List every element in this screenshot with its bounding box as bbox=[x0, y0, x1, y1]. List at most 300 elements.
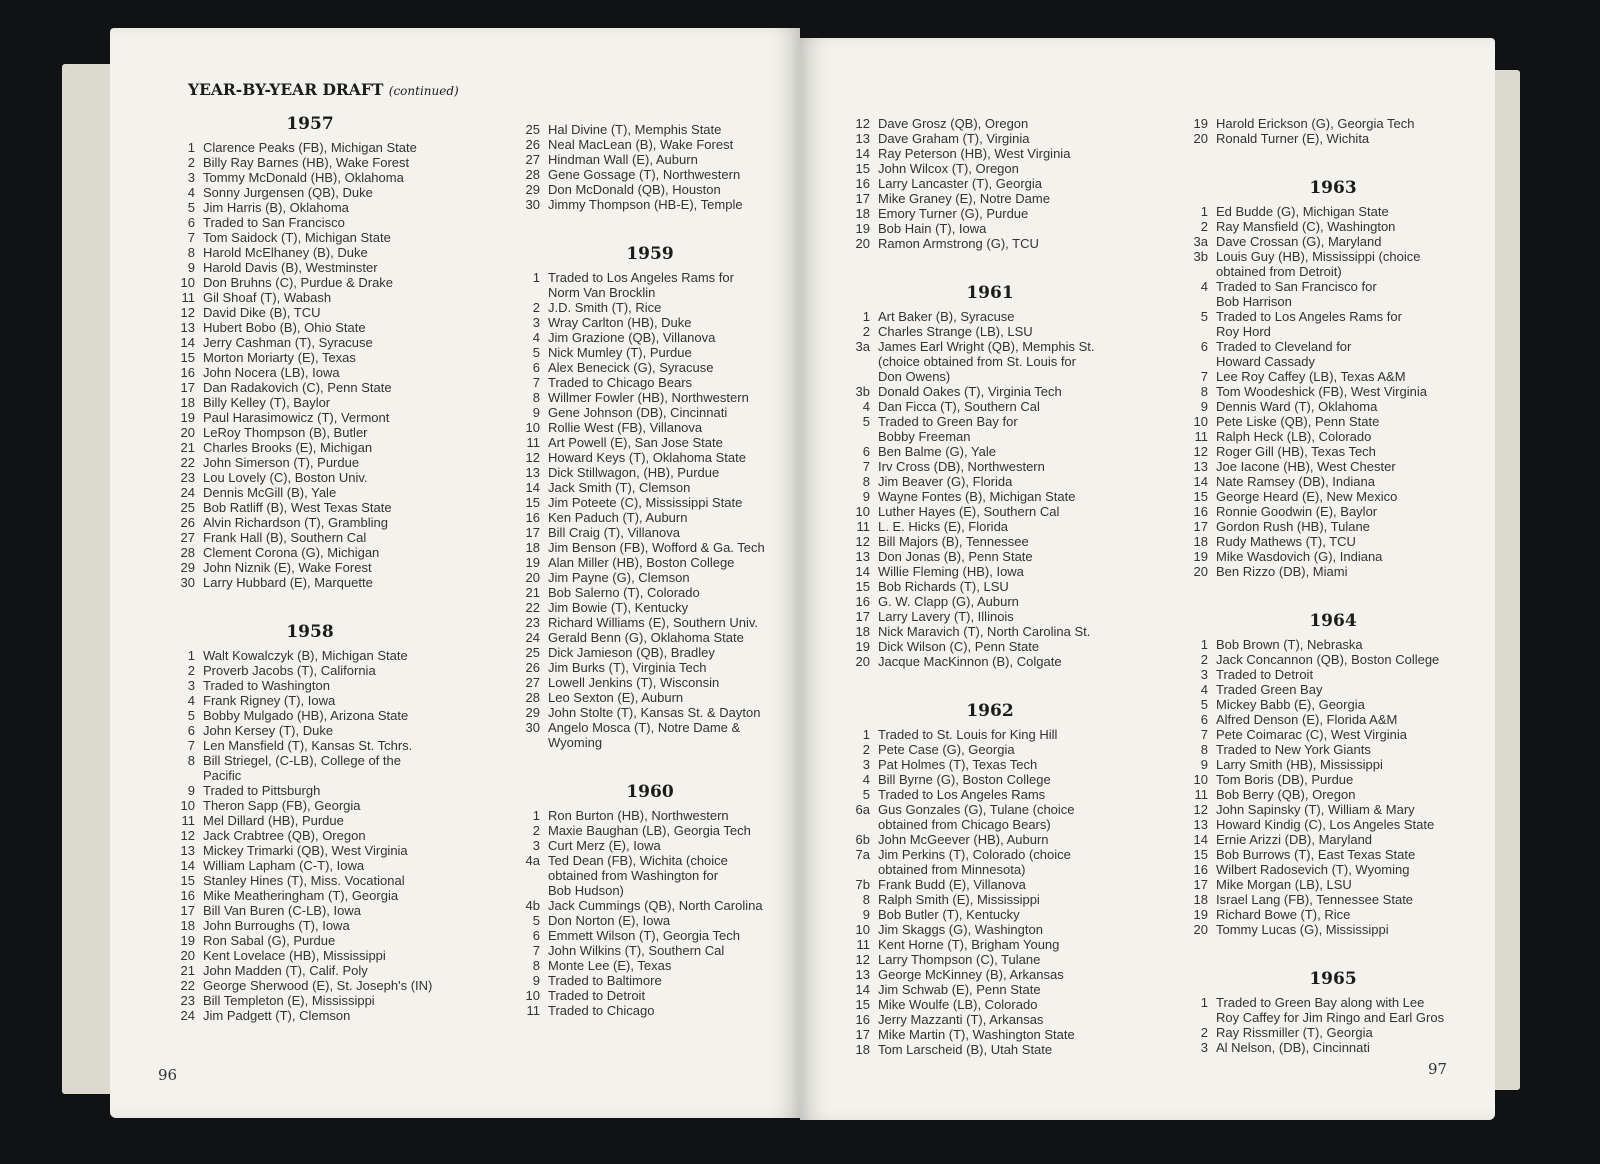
draft-pick-row bbox=[1178, 234, 1488, 249]
draft-pick-row bbox=[840, 742, 1140, 757]
pick-number: 1 bbox=[1200, 204, 1208, 219]
pick-player: L. E. Hicks (E), Florida bbox=[878, 519, 1009, 534]
pick-player: Louis Guy (HB), Mississippi (choice obtained from Detroit) bbox=[1216, 249, 1421, 279]
pick-player: Willmer Fowler (HB), Northwestern bbox=[548, 390, 749, 405]
draft-year-section bbox=[1178, 116, 1488, 146]
draft-pick-row bbox=[165, 693, 455, 708]
pick-number: 14 bbox=[855, 146, 870, 161]
draft-pick-row bbox=[510, 330, 790, 345]
pick-number: 10 bbox=[855, 922, 870, 937]
pick-player: Mike Martin (T), Washington State bbox=[878, 1027, 1075, 1042]
draft-pick-row bbox=[165, 888, 455, 903]
draft-pick-row bbox=[510, 958, 790, 973]
pick-number: 12 bbox=[855, 534, 870, 549]
draft-pick-row bbox=[1178, 682, 1488, 697]
pick-player: Clement Corona (G), Michigan bbox=[203, 545, 380, 560]
pick-player: Ronald Turner (E), Wichita bbox=[1216, 131, 1370, 146]
pick-number: 9 bbox=[532, 405, 540, 420]
pick-player: Larry Thompson (C), Tulane bbox=[878, 952, 1041, 967]
pick-number: 10 bbox=[1193, 772, 1208, 787]
pick-number: 9 bbox=[187, 260, 195, 275]
draft-pick-row bbox=[840, 654, 1140, 669]
pick-number: 5 bbox=[1200, 697, 1208, 712]
pick-number: 13 bbox=[855, 967, 870, 982]
pick-player: Bob Berry (QB), Oregon bbox=[1216, 787, 1356, 802]
pick-player: Gene Johnson (DB), Cincinnati bbox=[548, 405, 728, 420]
left-page bbox=[110, 28, 800, 1118]
draft-pick-row bbox=[840, 221, 1140, 236]
draft-pick-row bbox=[840, 324, 1140, 339]
pick-player: Charles Strange (LB), LSU bbox=[878, 324, 1033, 339]
pick-number: 19 bbox=[1193, 907, 1208, 922]
pick-player: Traded to Los Angeles Rams for Norm Van Brocklin bbox=[548, 270, 734, 300]
draft-pick-row bbox=[165, 1008, 455, 1023]
pick-number: 9 bbox=[532, 973, 540, 988]
draft-pick-row bbox=[840, 161, 1140, 176]
draft-pick-row bbox=[510, 1003, 790, 1018]
pick-player: Jim Poteete (C), Mississippi State bbox=[548, 495, 743, 510]
pick-player: Ralph Heck (LB), Colorado bbox=[1216, 429, 1372, 444]
pick-player: George Sherwood (E), St. Joseph's (IN) bbox=[203, 978, 433, 993]
pick-number: 19 bbox=[855, 639, 870, 654]
pick-player: Traded to Chicago Bears bbox=[548, 375, 693, 390]
draft-pick-row bbox=[1178, 116, 1488, 131]
draft-pick-row bbox=[165, 783, 455, 798]
pick-number: 12 bbox=[525, 450, 540, 465]
pick-player: John Sapinsky (T), William & Mary bbox=[1216, 802, 1415, 817]
pick-player: Donald Oakes (T), Virginia Tech bbox=[878, 384, 1062, 399]
right-page bbox=[800, 38, 1495, 1120]
pick-number: 16 bbox=[855, 594, 870, 609]
draft-pick-row bbox=[840, 832, 1140, 847]
pick-number: 19 bbox=[180, 933, 195, 948]
pick-player: Billy Ray Barnes (HB), Wake Forest bbox=[203, 155, 410, 170]
pick-number: 10 bbox=[525, 988, 540, 1003]
draft-pick-row bbox=[510, 197, 790, 212]
draft-pick-row bbox=[840, 549, 1140, 564]
draft-pick-row bbox=[165, 185, 455, 200]
pick-number: 3 bbox=[187, 170, 195, 185]
draft-pick-row bbox=[1178, 309, 1488, 339]
pick-number: 20 bbox=[525, 570, 540, 585]
draft-pick-row bbox=[840, 847, 1140, 877]
pick-player: Ray Mansfield (C), Washington bbox=[1216, 219, 1396, 234]
header-subtitle: (continued) bbox=[388, 84, 459, 98]
pick-number: 4 bbox=[187, 693, 195, 708]
draft-pick-row bbox=[165, 903, 455, 918]
pick-player: Ray Peterson (HB), West Virginia bbox=[878, 146, 1071, 161]
pick-number: 12 bbox=[855, 952, 870, 967]
pick-number: 12 bbox=[1193, 802, 1208, 817]
draft-pick-row bbox=[510, 152, 790, 167]
pick-number: 6 bbox=[862, 444, 870, 459]
pick-player: Frank Hall (B), Southern Cal bbox=[203, 530, 367, 545]
pick-number: 15 bbox=[180, 873, 195, 888]
draft-pick-row bbox=[1178, 667, 1488, 682]
pick-number: 3 bbox=[187, 678, 195, 693]
pick-player: Willie Fleming (HB), Iowa bbox=[878, 564, 1024, 579]
draft-pick-row bbox=[1178, 504, 1488, 519]
pick-player: Don McDonald (QB), Houston bbox=[548, 182, 721, 197]
draft-pick-row bbox=[840, 146, 1140, 161]
pick-number: 17 bbox=[1193, 519, 1208, 534]
pick-player: Paul Harasimowicz (T), Vermont bbox=[203, 410, 390, 425]
pick-number: 23 bbox=[180, 470, 195, 485]
pick-player: Bill Templeton (E), Mississippi bbox=[203, 993, 375, 1008]
pick-number: 14 bbox=[855, 564, 870, 579]
pick-player: Traded to San Francisco bbox=[203, 215, 345, 230]
draft-pick-row bbox=[1178, 279, 1488, 309]
pick-number: 30 bbox=[180, 575, 195, 590]
draft-pick-row bbox=[1178, 384, 1488, 399]
pick-number: 15 bbox=[525, 495, 540, 510]
pick-number: 24 bbox=[180, 485, 195, 500]
draft-pick-row bbox=[510, 480, 790, 495]
pick-number: 18 bbox=[855, 624, 870, 639]
page-header bbox=[188, 80, 459, 99]
pick-player: Traded to Los Angeles Rams bbox=[878, 787, 1046, 802]
draft-pick-row bbox=[165, 753, 455, 783]
pick-number: 18 bbox=[180, 918, 195, 933]
draft-pick-row bbox=[1178, 204, 1488, 219]
pick-player: Hal Divine (T), Memphis State bbox=[548, 122, 722, 137]
draft-pick-row bbox=[1178, 474, 1488, 489]
pick-player: Lou Lovely (C), Boston Univ. bbox=[203, 470, 368, 485]
draft-pick-row bbox=[1178, 414, 1488, 429]
pick-number: 8 bbox=[1200, 742, 1208, 757]
draft-pick-row bbox=[165, 813, 455, 828]
pick-number: 14 bbox=[180, 335, 195, 350]
draft-pick-row bbox=[1178, 637, 1488, 652]
pick-number: 24 bbox=[180, 1008, 195, 1023]
pick-number: 4 bbox=[187, 185, 195, 200]
draft-pick-row bbox=[840, 802, 1140, 832]
pick-player: Dave Graham (T), Virginia bbox=[878, 131, 1030, 146]
pick-number: 11 bbox=[856, 519, 870, 534]
pick-number: 5 bbox=[532, 345, 540, 360]
draft-pick-row bbox=[165, 200, 455, 215]
pick-player: Jim Bowie (T), Kentucky bbox=[548, 600, 689, 615]
pick-number: 3 bbox=[862, 757, 870, 772]
pick-number: 8 bbox=[187, 753, 195, 768]
draft-pick-row bbox=[840, 414, 1140, 444]
pick-number: 15 bbox=[855, 161, 870, 176]
draft-pick-row bbox=[840, 191, 1140, 206]
draft-pick-row bbox=[165, 395, 455, 410]
right-column-1 bbox=[840, 116, 1140, 1089]
draft-year-heading: 1959 bbox=[626, 244, 674, 264]
draft-pick-row bbox=[1178, 712, 1488, 727]
pick-number: 22 bbox=[180, 978, 195, 993]
draft-year-section bbox=[165, 114, 455, 590]
draft-pick-row bbox=[165, 843, 455, 858]
pick-player: Traded to Baltimore bbox=[548, 973, 662, 988]
draft-pick-row bbox=[840, 1027, 1140, 1042]
pick-player: Ralph Smith (E), Mississippi bbox=[878, 892, 1040, 907]
pick-player: Maxie Baughan (LB), Georgia Tech bbox=[548, 823, 751, 838]
pick-number: 8 bbox=[187, 245, 195, 260]
pick-player: Ronnie Goodwin (E), Baylor bbox=[1216, 504, 1378, 519]
pick-player: Larry Hubbard (E), Marquette bbox=[203, 575, 373, 590]
draft-pick-row bbox=[165, 365, 455, 380]
draft-pick-row bbox=[840, 519, 1140, 534]
pick-player: Curt Merz (E), Iowa bbox=[548, 838, 661, 853]
pick-number: 17 bbox=[525, 525, 540, 540]
draft-pick-row bbox=[840, 131, 1140, 146]
pick-player: Jim Padgett (T), Clemson bbox=[203, 1008, 351, 1023]
pick-number: 16 bbox=[180, 365, 195, 380]
pick-player: John Madden (T), Calif. Poly bbox=[203, 963, 368, 978]
draft-pick-row bbox=[840, 937, 1140, 952]
pick-player: Frank Rigney (T), Iowa bbox=[203, 693, 336, 708]
pick-number: 20 bbox=[1193, 564, 1208, 579]
draft-pick-row bbox=[510, 675, 790, 690]
pick-number: 2 bbox=[862, 742, 870, 757]
draft-pick-row bbox=[1178, 772, 1488, 787]
pick-player: Jack Concannon (QB), Boston College bbox=[1216, 652, 1440, 667]
pick-player: Israel Lang (FB), Tennessee State bbox=[1216, 892, 1414, 907]
pick-player: Dick Jamieson (QB), Bradley bbox=[548, 645, 715, 660]
draft-pick-row bbox=[840, 787, 1140, 802]
pick-number: 8 bbox=[862, 474, 870, 489]
draft-pick-row bbox=[510, 525, 790, 540]
pick-number: 28 bbox=[180, 545, 195, 560]
pick-number: 8 bbox=[532, 958, 540, 973]
pick-number: 12 bbox=[1193, 444, 1208, 459]
pick-player: Tom Woodeshick (FB), West Virginia bbox=[1216, 384, 1427, 399]
draft-pick-row bbox=[510, 570, 790, 585]
draft-pick-row bbox=[1178, 787, 1488, 802]
pick-player: Proverb Jacobs (T), California bbox=[203, 663, 376, 678]
pick-number: 11 bbox=[526, 435, 540, 450]
draft-pick-row bbox=[840, 997, 1140, 1012]
pick-number: 16 bbox=[855, 1012, 870, 1027]
pick-number: 7 bbox=[187, 738, 195, 753]
pick-number: 7a bbox=[855, 847, 870, 862]
pick-player: Traded to New York Giants bbox=[1216, 742, 1371, 757]
draft-pick-row bbox=[165, 275, 455, 290]
pick-player: Dennis Ward (T), Oklahoma bbox=[1216, 399, 1378, 414]
draft-pick-row bbox=[165, 575, 455, 590]
pick-number: 4 bbox=[862, 399, 870, 414]
pick-player: Emory Turner (G), Purdue bbox=[878, 206, 1029, 221]
pick-player: J.D. Smith (T), Rice bbox=[548, 300, 662, 315]
draft-year-section bbox=[840, 116, 1140, 251]
pick-player: Traded to Chicago bbox=[548, 1003, 655, 1018]
pick-number: 4 bbox=[862, 772, 870, 787]
draft-pick-row bbox=[1178, 549, 1488, 564]
draft-pick-row bbox=[165, 933, 455, 948]
pick-player: LeRoy Thompson (B), Butler bbox=[203, 425, 368, 440]
pick-player: Mike Morgan (LB), LSU bbox=[1216, 877, 1352, 892]
pick-number: 6b bbox=[855, 832, 870, 847]
draft-pick-row bbox=[840, 594, 1140, 609]
draft-pick-row bbox=[840, 564, 1140, 579]
pick-player: Ed Budde (G), Michigan State bbox=[1216, 204, 1389, 219]
draft-pick-row bbox=[165, 410, 455, 425]
pick-number: 15 bbox=[855, 579, 870, 594]
draft-pick-row bbox=[510, 838, 790, 853]
pick-player: Ben Balme (G), Yale bbox=[878, 444, 997, 459]
pick-number: 1 bbox=[862, 727, 870, 742]
pick-number: 19 bbox=[180, 410, 195, 425]
pick-player: Dick Wilson (C), Penn State bbox=[878, 639, 1040, 654]
pick-number: 2 bbox=[187, 155, 195, 170]
pick-player: Leo Sexton (E), Auburn bbox=[548, 690, 684, 705]
draft-pick-row bbox=[510, 450, 790, 465]
draft-pick-row bbox=[510, 928, 790, 943]
draft-pick-row bbox=[840, 206, 1140, 221]
pick-player: Jack Smith (T), Clemson bbox=[548, 480, 691, 495]
draft-pick-row bbox=[510, 315, 790, 330]
draft-year-section bbox=[1178, 611, 1488, 937]
draft-pick-row bbox=[165, 515, 455, 530]
pick-player: Jim Burks (T), Virginia Tech bbox=[548, 660, 707, 675]
pick-player: Bob Richards (T), LSU bbox=[878, 579, 1009, 594]
pick-number: 3 bbox=[1200, 667, 1208, 682]
draft-pick-row bbox=[510, 375, 790, 390]
pick-number: 16 bbox=[525, 510, 540, 525]
draft-pick-row bbox=[165, 500, 455, 515]
pick-player: Traded to Pittsburgh bbox=[203, 783, 321, 798]
pick-number: 17 bbox=[855, 191, 870, 206]
pick-number: 17 bbox=[855, 1027, 870, 1042]
pick-player: Gerald Benn (G), Oklahoma State bbox=[548, 630, 744, 645]
pick-player: Mike Graney (E), Notre Dame bbox=[878, 191, 1050, 206]
pick-number: 20 bbox=[855, 236, 870, 251]
draft-pick-row bbox=[510, 420, 790, 435]
draft-year-heading: 1958 bbox=[286, 622, 334, 642]
pick-player: George McKinney (B), Arkansas bbox=[878, 967, 1064, 982]
draft-pick-row bbox=[165, 798, 455, 813]
pick-number: 11 bbox=[181, 813, 195, 828]
pick-player: Len Mansfield (T), Kansas St. Tchrs. bbox=[203, 738, 413, 753]
pick-number: 17 bbox=[1193, 877, 1208, 892]
pick-player: Nick Maravich (T), North Carolina St. bbox=[878, 624, 1091, 639]
pick-player: Richard Bowe (T), Rice bbox=[1216, 907, 1351, 922]
pick-number: 4 bbox=[1200, 682, 1208, 697]
pick-number: 10 bbox=[1193, 414, 1208, 429]
draft-pick-row bbox=[1178, 489, 1488, 504]
draft-pick-row bbox=[1178, 564, 1488, 579]
pick-number: 6a bbox=[855, 802, 870, 817]
draft-pick-row bbox=[165, 470, 455, 485]
pick-player: Traded to San Francisco for Bob Harrison bbox=[1216, 279, 1377, 309]
pick-number: 9 bbox=[862, 907, 870, 922]
draft-pick-row bbox=[840, 1042, 1140, 1057]
pick-player: Kent Horne (T), Brigham Young bbox=[878, 937, 1060, 952]
draft-year-heading: 1965 bbox=[1309, 969, 1357, 989]
draft-year-heading: 1961 bbox=[966, 283, 1014, 303]
draft-pick-row bbox=[840, 116, 1140, 131]
pick-player: Pete Case (G), Georgia bbox=[878, 742, 1015, 757]
pick-player: Jim Beaver (G), Florida bbox=[878, 474, 1013, 489]
pick-number: 11 bbox=[856, 937, 870, 952]
draft-pick-row bbox=[165, 140, 455, 155]
pick-player: Lowell Jenkins (T), Wisconsin bbox=[548, 675, 720, 690]
pick-number: 30 bbox=[525, 197, 540, 212]
draft-year-section bbox=[1178, 969, 1488, 1055]
draft-pick-row bbox=[840, 609, 1140, 624]
pick-player: John Wilcox (T), Oregon bbox=[878, 161, 1019, 176]
draft-pick-row bbox=[840, 579, 1140, 594]
left-column-2 bbox=[510, 122, 790, 1050]
pick-number: 22 bbox=[180, 455, 195, 470]
pick-player: Hubert Bobo (B), Ohio State bbox=[203, 320, 366, 335]
draft-pick-row bbox=[510, 510, 790, 525]
draft-pick-row bbox=[1178, 877, 1488, 892]
pick-player: Traded to Green Bay along with Lee Roy Caffey for Jim Ringo and Earl Gros bbox=[1216, 995, 1445, 1025]
pick-player: Don Bruhns (C), Purdue & Drake bbox=[203, 275, 394, 290]
pick-number: 20 bbox=[180, 948, 195, 963]
pick-number: 29 bbox=[525, 182, 540, 197]
pick-player: Ramon Armstrong (G), TCU bbox=[878, 236, 1039, 251]
draft-pick-row bbox=[840, 967, 1140, 982]
draft-pick-row bbox=[165, 648, 455, 663]
draft-pick-row bbox=[1178, 742, 1488, 757]
pick-number: 25 bbox=[525, 122, 540, 137]
pick-number: 6 bbox=[532, 360, 540, 375]
pick-player: Howard Kindig (C), Los Angeles State bbox=[1216, 817, 1435, 832]
draft-pick-row bbox=[165, 828, 455, 843]
draft-pick-row bbox=[840, 399, 1140, 414]
pick-number: 29 bbox=[525, 705, 540, 720]
pick-player: Bob Hain (T), Iowa bbox=[878, 221, 987, 236]
pick-number: 13 bbox=[525, 465, 540, 480]
pick-player: Larry Lancaster (T), Georgia bbox=[878, 176, 1043, 191]
pick-player: Ben Rizzo (DB), Miami bbox=[1216, 564, 1348, 579]
draft-pick-row bbox=[510, 705, 790, 720]
pick-player: Traded to Detroit bbox=[1216, 667, 1314, 682]
pick-player: Bobby Mulgado (HB), Arizona State bbox=[203, 708, 409, 723]
draft-pick-row bbox=[165, 170, 455, 185]
pick-player: Ken Paduch (T), Auburn bbox=[548, 510, 688, 525]
pick-number: 27 bbox=[525, 675, 540, 690]
pick-player: Mickey Babb (E), Georgia bbox=[1216, 697, 1365, 712]
left-column-1 bbox=[165, 114, 455, 1055]
pick-number: 27 bbox=[180, 530, 195, 545]
draft-pick-row bbox=[1178, 817, 1488, 832]
draft-pick-row bbox=[1178, 399, 1488, 414]
draft-pick-row bbox=[1178, 369, 1488, 384]
pick-player: Theron Sapp (FB), Georgia bbox=[203, 798, 361, 813]
pick-player: Sonny Jurgensen (QB), Duke bbox=[203, 185, 373, 200]
pick-player: Art Baker (B), Syracuse bbox=[878, 309, 1015, 324]
draft-pick-row bbox=[1178, 697, 1488, 712]
draft-pick-row bbox=[1178, 459, 1488, 474]
pick-player: Mel Dillard (HB), Purdue bbox=[203, 813, 344, 828]
pick-player: Jim Benson (FB), Wofford & Ga. Tech bbox=[548, 540, 765, 555]
pick-number: 20 bbox=[180, 425, 195, 440]
pick-number: 26 bbox=[525, 660, 540, 675]
pick-number: 25 bbox=[525, 645, 540, 660]
draft-pick-row bbox=[1178, 339, 1488, 369]
pick-player: Jim Schwab (E), Penn State bbox=[878, 982, 1041, 997]
pick-number: 17 bbox=[855, 609, 870, 624]
pick-number: 5 bbox=[187, 708, 195, 723]
pick-number: 1 bbox=[532, 270, 540, 285]
draft-pick-row bbox=[165, 978, 455, 993]
pick-number: 20 bbox=[1193, 131, 1208, 146]
draft-pick-row bbox=[1178, 757, 1488, 772]
draft-pick-row bbox=[1178, 429, 1488, 444]
pick-player: Bob Salerno (T), Colorado bbox=[548, 585, 700, 600]
pick-player: Gus Gonzales (G), Tulane (choice obtained from Chicago Bears) bbox=[878, 802, 1075, 832]
pick-number: 26 bbox=[180, 515, 195, 530]
pick-player: Emmett Wilson (T), Georgia Tech bbox=[548, 928, 740, 943]
pick-number: 4a bbox=[525, 853, 540, 868]
pick-player: Traded to Washington bbox=[203, 678, 330, 693]
